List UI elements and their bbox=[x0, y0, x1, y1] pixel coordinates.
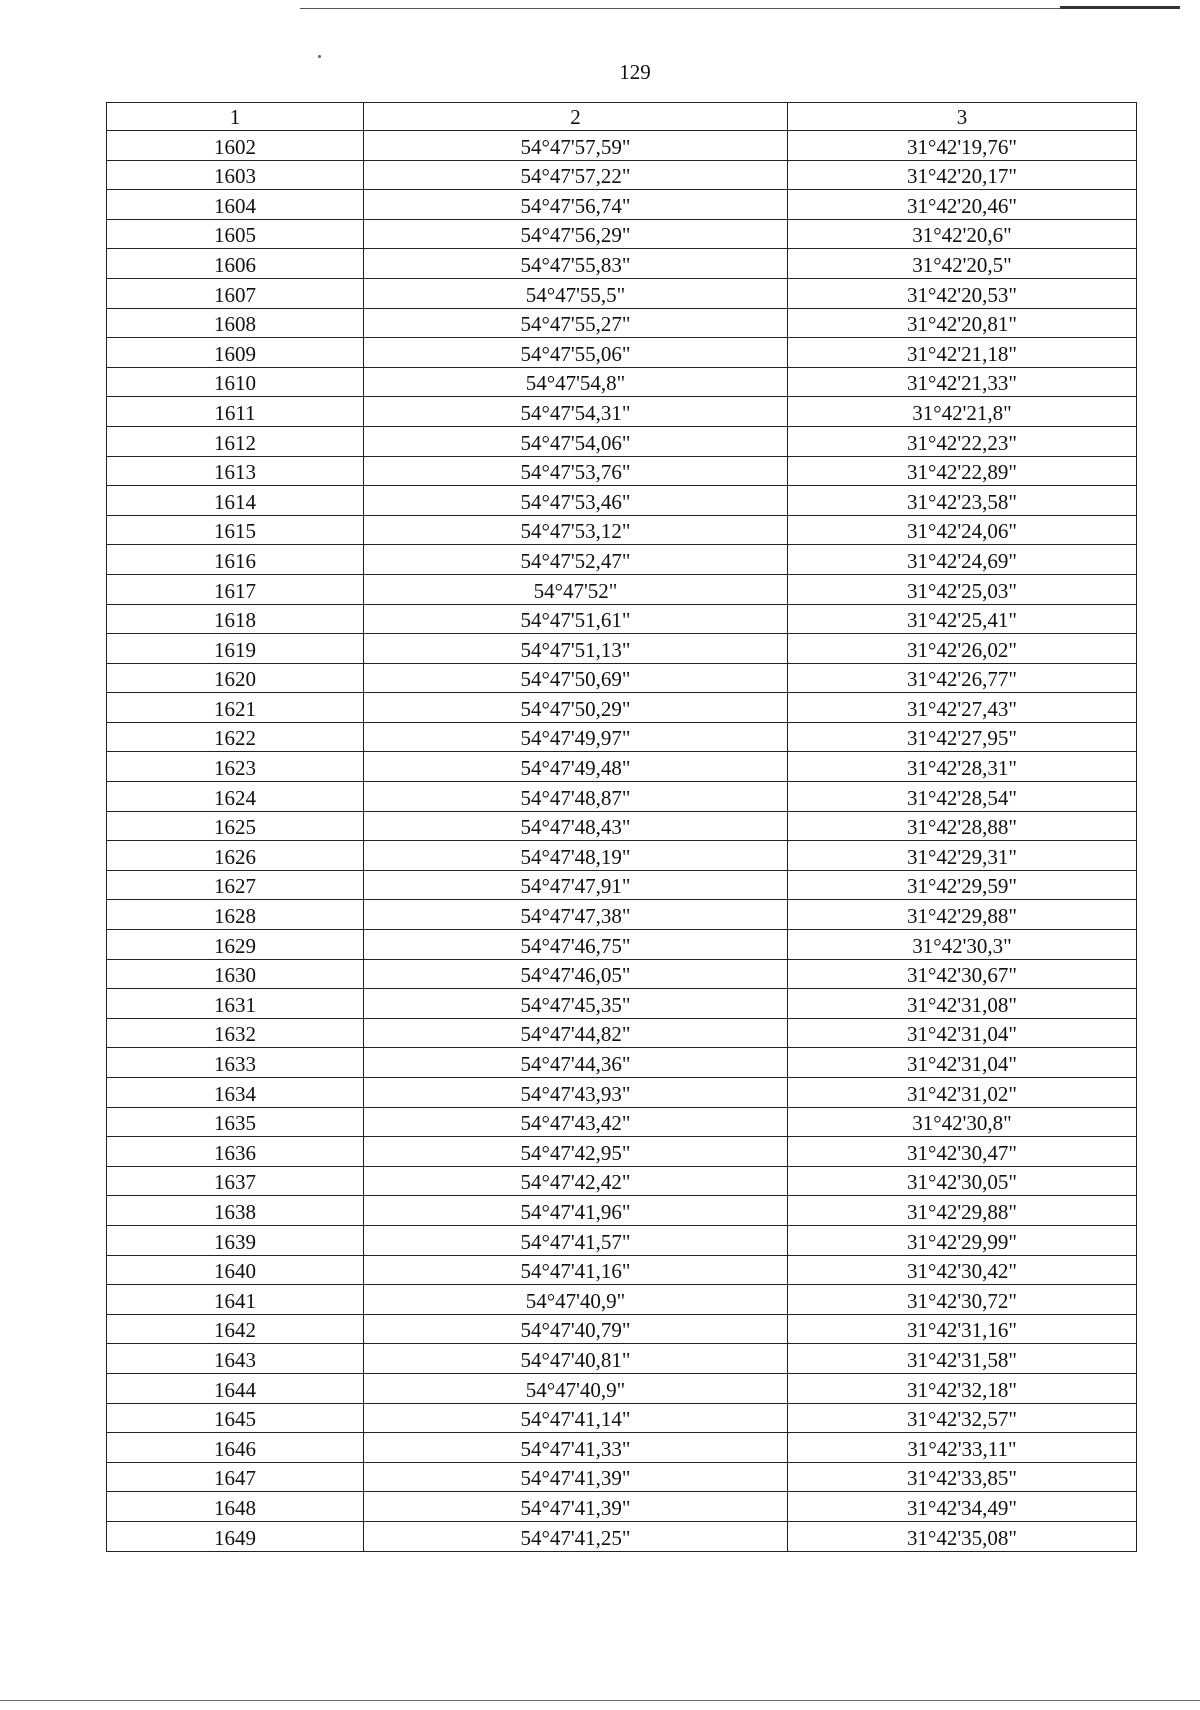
latitude-cell: 54°47'49,48" bbox=[364, 752, 788, 782]
point-number-cell: 1609 bbox=[107, 338, 364, 368]
longitude-cell: 31°42'31,08" bbox=[788, 989, 1137, 1019]
longitude-cell: 31°42'25,41" bbox=[788, 604, 1137, 634]
point-number-cell: 1625 bbox=[107, 811, 364, 841]
table-row bbox=[107, 219, 1137, 249]
longitude-cell: 31°42'26,02" bbox=[788, 634, 1137, 664]
point-number-cell: 1629 bbox=[107, 930, 364, 960]
point-number-cell: 1616 bbox=[107, 545, 364, 575]
latitude-cell: 54°47'57,59" bbox=[364, 131, 788, 161]
longitude-cell: 31°42'28,31" bbox=[788, 752, 1137, 782]
longitude-cell: 31°42'20,6" bbox=[788, 219, 1137, 249]
longitude-cell: 31°42'22,89" bbox=[788, 456, 1137, 486]
point-number-cell: 1602 bbox=[107, 131, 364, 161]
table-row bbox=[107, 1137, 1137, 1167]
point-number-cell: 1604 bbox=[107, 190, 364, 220]
table-row bbox=[107, 900, 1137, 930]
scan-artifact-dot bbox=[318, 55, 321, 58]
point-number-cell: 1631 bbox=[107, 989, 364, 1019]
table-row bbox=[107, 870, 1137, 900]
table-row bbox=[107, 1255, 1137, 1285]
latitude-cell: 54°47'43,42" bbox=[364, 1107, 788, 1137]
longitude-cell: 31°42'30,72" bbox=[788, 1285, 1137, 1315]
longitude-cell: 31°42'30,42" bbox=[788, 1255, 1137, 1285]
table-body bbox=[107, 131, 1137, 1552]
longitude-cell: 31°42'31,04" bbox=[788, 1048, 1137, 1078]
table-row bbox=[107, 752, 1137, 782]
point-number-cell: 1637 bbox=[107, 1166, 364, 1196]
point-number-cell: 1607 bbox=[107, 278, 364, 308]
table-row bbox=[107, 1048, 1137, 1078]
table-row bbox=[107, 397, 1137, 427]
point-number-cell: 1605 bbox=[107, 219, 364, 249]
table-row bbox=[107, 930, 1137, 960]
table-row bbox=[107, 1373, 1137, 1403]
latitude-cell: 54°47'42,42" bbox=[364, 1166, 788, 1196]
longitude-cell: 31°42'21,8" bbox=[788, 397, 1137, 427]
longitude-cell: 31°42'32,57" bbox=[788, 1403, 1137, 1433]
longitude-cell: 31°42'19,76" bbox=[788, 131, 1137, 161]
point-number-cell: 1615 bbox=[107, 515, 364, 545]
latitude-cell: 54°47'56,29" bbox=[364, 219, 788, 249]
coordinates-table-container bbox=[106, 102, 1136, 1552]
point-number-cell: 1621 bbox=[107, 693, 364, 723]
table-row bbox=[107, 634, 1137, 664]
column-header-2: 2 bbox=[364, 103, 788, 131]
table-row bbox=[107, 1285, 1137, 1315]
latitude-cell: 54°47'55,5" bbox=[364, 278, 788, 308]
table-row bbox=[107, 338, 1137, 368]
point-number-cell: 1639 bbox=[107, 1225, 364, 1255]
table-row bbox=[107, 1196, 1137, 1226]
longitude-cell: 31°42'28,54" bbox=[788, 782, 1137, 812]
table-row bbox=[107, 367, 1137, 397]
point-number-cell: 1640 bbox=[107, 1255, 364, 1285]
longitude-cell: 31°42'30,3" bbox=[788, 930, 1137, 960]
table-row bbox=[107, 278, 1137, 308]
point-number-cell: 1628 bbox=[107, 900, 364, 930]
point-number-cell: 1617 bbox=[107, 574, 364, 604]
point-number-cell: 1603 bbox=[107, 160, 364, 190]
table-row bbox=[107, 959, 1137, 989]
longitude-cell: 31°42'21,33" bbox=[788, 367, 1137, 397]
latitude-cell: 54°47'41,39" bbox=[364, 1492, 788, 1522]
longitude-cell: 31°42'20,46" bbox=[788, 190, 1137, 220]
scan-artifact-top-mark bbox=[1060, 6, 1180, 9]
point-number-cell: 1630 bbox=[107, 959, 364, 989]
longitude-cell: 31°42'29,31" bbox=[788, 841, 1137, 871]
table-row bbox=[107, 249, 1137, 279]
latitude-cell: 54°47'51,61" bbox=[364, 604, 788, 634]
latitude-cell: 54°47'54,31" bbox=[364, 397, 788, 427]
latitude-cell: 54°47'42,95" bbox=[364, 1137, 788, 1167]
longitude-cell: 31°42'31,16" bbox=[788, 1314, 1137, 1344]
longitude-cell: 31°42'33,85" bbox=[788, 1462, 1137, 1492]
longitude-cell: 31°42'23,58" bbox=[788, 486, 1137, 516]
longitude-cell: 31°42'27,43" bbox=[788, 693, 1137, 723]
longitude-cell: 31°42'29,59" bbox=[788, 870, 1137, 900]
table-row bbox=[107, 426, 1137, 456]
table-row bbox=[107, 1433, 1137, 1463]
table-row bbox=[107, 604, 1137, 634]
table-row bbox=[107, 308, 1137, 338]
table-row bbox=[107, 841, 1137, 871]
point-number-cell: 1641 bbox=[107, 1285, 364, 1315]
table-row bbox=[107, 1166, 1137, 1196]
table-row bbox=[107, 190, 1137, 220]
table-row bbox=[107, 515, 1137, 545]
scan-artifact-bottom-line bbox=[0, 1700, 1200, 1701]
table-row bbox=[107, 1521, 1137, 1551]
table-row bbox=[107, 693, 1137, 723]
point-number-cell: 1622 bbox=[107, 722, 364, 752]
longitude-cell: 31°42'29,88" bbox=[788, 900, 1137, 930]
point-number-cell: 1644 bbox=[107, 1373, 364, 1403]
coordinates-table bbox=[106, 102, 1137, 1552]
point-number-cell: 1613 bbox=[107, 456, 364, 486]
table-header-row bbox=[107, 103, 1137, 131]
table-row bbox=[107, 782, 1137, 812]
latitude-cell: 54°47'48,43" bbox=[364, 811, 788, 841]
longitude-cell: 31°42'30,47" bbox=[788, 1137, 1137, 1167]
latitude-cell: 54°47'41,33" bbox=[364, 1433, 788, 1463]
column-header-3: 3 bbox=[788, 103, 1137, 131]
table-row bbox=[107, 574, 1137, 604]
latitude-cell: 54°47'40,81" bbox=[364, 1344, 788, 1374]
table-row bbox=[107, 722, 1137, 752]
latitude-cell: 54°47'41,25" bbox=[364, 1521, 788, 1551]
table-row bbox=[107, 486, 1137, 516]
longitude-cell: 31°42'34,49" bbox=[788, 1492, 1137, 1522]
scan-artifact-top-line bbox=[300, 8, 1180, 9]
longitude-cell: 31°42'33,11" bbox=[788, 1433, 1137, 1463]
table-row bbox=[107, 1078, 1137, 1108]
longitude-cell: 31°42'31,04" bbox=[788, 1018, 1137, 1048]
longitude-cell: 31°42'31,58" bbox=[788, 1344, 1137, 1374]
point-number-cell: 1618 bbox=[107, 604, 364, 634]
table-row bbox=[107, 989, 1137, 1019]
longitude-cell: 31°42'25,03" bbox=[788, 574, 1137, 604]
point-number-cell: 1627 bbox=[107, 870, 364, 900]
longitude-cell: 31°42'30,8" bbox=[788, 1107, 1137, 1137]
latitude-cell: 54°47'40,9" bbox=[364, 1373, 788, 1403]
latitude-cell: 54°47'56,74" bbox=[364, 190, 788, 220]
longitude-cell: 31°42'20,5" bbox=[788, 249, 1137, 279]
table-row bbox=[107, 131, 1137, 161]
point-number-cell: 1611 bbox=[107, 397, 364, 427]
latitude-cell: 54°47'53,76" bbox=[364, 456, 788, 486]
table-row bbox=[107, 811, 1137, 841]
table-row bbox=[107, 545, 1137, 575]
longitude-cell: 31°42'20,81" bbox=[788, 308, 1137, 338]
table-row bbox=[107, 1018, 1137, 1048]
longitude-cell: 31°42'20,53" bbox=[788, 278, 1137, 308]
point-number-cell: 1649 bbox=[107, 1521, 364, 1551]
latitude-cell: 54°47'46,05" bbox=[364, 959, 788, 989]
point-number-cell: 1612 bbox=[107, 426, 364, 456]
longitude-cell: 31°42'35,08" bbox=[788, 1521, 1137, 1551]
point-number-cell: 1610 bbox=[107, 367, 364, 397]
latitude-cell: 54°47'57,22" bbox=[364, 160, 788, 190]
latitude-cell: 54°47'55,83" bbox=[364, 249, 788, 279]
latitude-cell: 54°47'53,46" bbox=[364, 486, 788, 516]
point-number-cell: 1642 bbox=[107, 1314, 364, 1344]
point-number-cell: 1638 bbox=[107, 1196, 364, 1226]
latitude-cell: 54°47'55,27" bbox=[364, 308, 788, 338]
table-row bbox=[107, 1344, 1137, 1374]
point-number-cell: 1624 bbox=[107, 782, 364, 812]
latitude-cell: 54°47'47,91" bbox=[364, 870, 788, 900]
point-number-cell: 1623 bbox=[107, 752, 364, 782]
point-number-cell: 1608 bbox=[107, 308, 364, 338]
latitude-cell: 54°47'45,35" bbox=[364, 989, 788, 1019]
point-number-cell: 1620 bbox=[107, 663, 364, 693]
table-row bbox=[107, 1403, 1137, 1433]
point-number-cell: 1606 bbox=[107, 249, 364, 279]
latitude-cell: 54°47'46,75" bbox=[364, 930, 788, 960]
latitude-cell: 54°47'51,13" bbox=[364, 634, 788, 664]
latitude-cell: 54°47'48,87" bbox=[364, 782, 788, 812]
longitude-cell: 31°42'24,69" bbox=[788, 545, 1137, 575]
longitude-cell: 31°42'24,06" bbox=[788, 515, 1137, 545]
point-number-cell: 1634 bbox=[107, 1078, 364, 1108]
latitude-cell: 54°47'54,8" bbox=[364, 367, 788, 397]
table-row bbox=[107, 456, 1137, 486]
longitude-cell: 31°42'20,17" bbox=[788, 160, 1137, 190]
latitude-cell: 54°47'41,96" bbox=[364, 1196, 788, 1226]
point-number-cell: 1635 bbox=[107, 1107, 364, 1137]
latitude-cell: 54°47'47,38" bbox=[364, 900, 788, 930]
latitude-cell: 54°47'41,16" bbox=[364, 1255, 788, 1285]
longitude-cell: 31°42'28,88" bbox=[788, 811, 1137, 841]
latitude-cell: 54°47'50,29" bbox=[364, 693, 788, 723]
point-number-cell: 1647 bbox=[107, 1462, 364, 1492]
latitude-cell: 54°47'40,79" bbox=[364, 1314, 788, 1344]
point-number-cell: 1646 bbox=[107, 1433, 364, 1463]
latitude-cell: 54°47'50,69" bbox=[364, 663, 788, 693]
table-row bbox=[107, 1462, 1137, 1492]
point-number-cell: 1633 bbox=[107, 1048, 364, 1078]
longitude-cell: 31°42'27,95" bbox=[788, 722, 1137, 752]
latitude-cell: 54°47'43,93" bbox=[364, 1078, 788, 1108]
latitude-cell: 54°47'49,97" bbox=[364, 722, 788, 752]
longitude-cell: 31°42'29,99" bbox=[788, 1225, 1137, 1255]
column-header-1: 1 bbox=[107, 103, 364, 131]
longitude-cell: 31°42'26,77" bbox=[788, 663, 1137, 693]
table-row bbox=[107, 1107, 1137, 1137]
point-number-cell: 1619 bbox=[107, 634, 364, 664]
latitude-cell: 54°47'52,47" bbox=[364, 545, 788, 575]
point-number-cell: 1643 bbox=[107, 1344, 364, 1374]
point-number-cell: 1636 bbox=[107, 1137, 364, 1167]
table-row bbox=[107, 1314, 1137, 1344]
longitude-cell: 31°42'29,88" bbox=[788, 1196, 1137, 1226]
longitude-cell: 31°42'31,02" bbox=[788, 1078, 1137, 1108]
longitude-cell: 31°42'32,18" bbox=[788, 1373, 1137, 1403]
latitude-cell: 54°47'41,39" bbox=[364, 1462, 788, 1492]
latitude-cell: 54°47'55,06" bbox=[364, 338, 788, 368]
table-row bbox=[107, 663, 1137, 693]
latitude-cell: 54°47'41,14" bbox=[364, 1403, 788, 1433]
longitude-cell: 31°42'21,18" bbox=[788, 338, 1137, 368]
latitude-cell: 54°47'52" bbox=[364, 574, 788, 604]
point-number-cell: 1626 bbox=[107, 841, 364, 871]
point-number-cell: 1614 bbox=[107, 486, 364, 516]
table-row bbox=[107, 1492, 1137, 1522]
latitude-cell: 54°47'44,82" bbox=[364, 1018, 788, 1048]
table-row bbox=[107, 160, 1137, 190]
longitude-cell: 31°42'30,67" bbox=[788, 959, 1137, 989]
point-number-cell: 1645 bbox=[107, 1403, 364, 1433]
latitude-cell: 54°47'53,12" bbox=[364, 515, 788, 545]
point-number-cell: 1632 bbox=[107, 1018, 364, 1048]
latitude-cell: 54°47'48,19" bbox=[364, 841, 788, 871]
longitude-cell: 31°42'22,23" bbox=[788, 426, 1137, 456]
latitude-cell: 54°47'54,06" bbox=[364, 426, 788, 456]
latitude-cell: 54°47'44,36" bbox=[364, 1048, 788, 1078]
table-row bbox=[107, 1225, 1137, 1255]
page-number: 129 bbox=[619, 60, 651, 84]
latitude-cell: 54°47'40,9" bbox=[364, 1285, 788, 1315]
longitude-cell: 31°42'30,05" bbox=[788, 1166, 1137, 1196]
latitude-cell: 54°47'41,57" bbox=[364, 1225, 788, 1255]
point-number-cell: 1648 bbox=[107, 1492, 364, 1522]
